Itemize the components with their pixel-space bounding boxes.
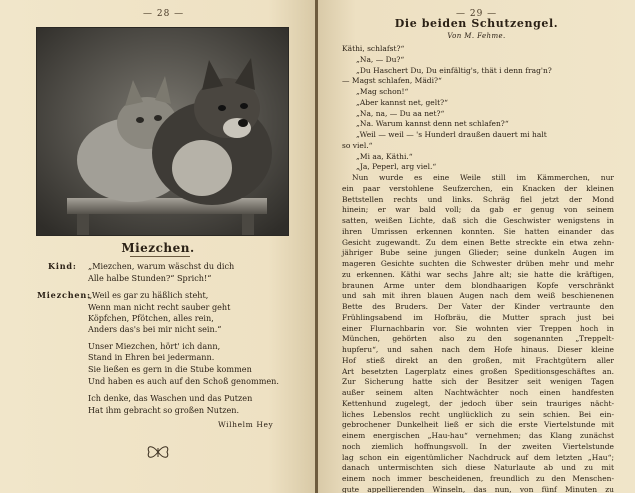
story-line: „Na, na, — Du aa net?“	[356, 108, 445, 118]
story-line: „Ja, Peperl, arg viel.“	[356, 162, 437, 172]
story-line: ein paar verstohlene Seufzerchen, ein Knacken der kleinen	[342, 183, 614, 193]
story-line: einem energischen „Hau-hau“ vernehmen; das Klang zunächst	[342, 431, 614, 440]
poem-line: Anders das's bei mir nicht sein.“	[88, 324, 222, 334]
story-line: außer seinem alten Nachtwächter noch einen handfesten	[342, 388, 614, 397]
story-line: „Weil — weil — 's Hunderl draußen dauert mi halt	[356, 130, 547, 139]
story-line: Art besetzten Lagerplatz eines großen Speditionsgeschäftes an.	[342, 366, 614, 376]
poem-line: Alle halbe Stunden?“ Sprich!“	[88, 273, 212, 283]
story-line: „Aber kannst net, gelt?“	[356, 97, 448, 107]
poem-line: „Miezchen, warum wäschst du dich	[88, 261, 235, 271]
story-line: „Mi aa, Käthi.“	[356, 151, 413, 161]
poem-author: Wilhelm Hey	[218, 420, 274, 429]
poem-line: Stand in Ehren bei jedermann.	[88, 352, 215, 362]
right-page	[318, 0, 635, 493]
story-line: lag schon ein eigentümlicher Nachdruck auf dem letzten „Hau“;	[342, 452, 614, 462]
poem-line: Hat ihm gebracht so großen Nutzen.	[88, 405, 240, 415]
story-line: einer Flurnachbarin vor. Sie wohnten vier Treppen hoch in	[342, 323, 614, 333]
poem-line: Und haben es auch auf den Schoß genommen.	[88, 376, 279, 386]
poem-line: Wenn man nicht recht sauber geht	[88, 302, 231, 312]
story-line: — Magst schlafen, Mädi?“	[342, 76, 442, 86]
story-line: Kettenhund zugelegt, der jedoch über sein trauriges nächt-	[342, 398, 614, 408]
story-line: Bettstellen rechts und links. Schräg fiel jetzt der Mond	[342, 194, 614, 204]
story-line: hupferu“, und sahen nach dem Hofe hinaus. Dieser kleine	[342, 345, 614, 354]
story-line: Gesicht zugewandt. Zu dem einen Bette streckte ein etwa zehn-	[342, 237, 614, 247]
story-line: „Na. Warum kannst denn net schlafen?“	[356, 119, 509, 129]
story-line: München, gehörten also zu den sogenannten „Treppelt-	[342, 334, 614, 344]
story-line: „Na, — Du?“	[356, 54, 405, 64]
story-line: Zur Sicherung hatte sich der Besitzer seit wenigen Tagen	[342, 377, 614, 387]
story-line: so viel.“	[342, 140, 373, 150]
story-line: und sah mit ihren blauen Augen nach dem weiß beschienenen	[342, 291, 614, 301]
story-line: jähriger Bube seine jungen Glieder; seine dunkeln Augen im	[342, 248, 614, 258]
story-line: Bette des Bruders. Der Vater der Kinder vertraunte den	[342, 302, 614, 311]
poem-line: Köpfchen, Pfötchen, alles rein,	[88, 313, 214, 323]
story-line: „Du Haschert Du, Du einfältig's, thät i denn frag'n?	[356, 65, 552, 75]
butterfly-ornament-icon	[146, 444, 170, 460]
story-line: gebrochener Dunkelheit ließ er sich die erste Viertelstunde mit	[342, 420, 614, 430]
story-line: ihren Umrissen erkennen konnten. Sie hatten einander das	[342, 226, 614, 236]
story-line: einem noch immer bescheidenen, freundlich zu den Menschen-	[342, 474, 614, 483]
story-line: gute appellierenden Winseln, das nun, von fünf Minuten zu	[342, 484, 614, 493]
speaker-label: Kind:	[48, 261, 77, 271]
story-line: Nun wurde es eine Weile still im Kämmerchen, nur	[352, 173, 614, 182]
left-page	[0, 0, 316, 493]
story-line: „Mag schon!“	[356, 87, 409, 96]
story-line: Käthi, schlafst?“	[342, 44, 405, 53]
story-title: Die beiden Schutzengel.	[394, 17, 559, 30]
poem-line: Unser Miezchen, hört' ich dann,	[88, 341, 221, 351]
story-line: braunen Arme unter dem blondhaarigen Kopfe verschränkt	[342, 280, 614, 290]
page-number-right: — 29 —	[456, 9, 498, 19]
poem-line: Ich denke, das Waschen und das Putzen	[88, 393, 253, 403]
story-line: liches Lebenslos recht unglücklich zu sein schien. Bei ein-	[342, 409, 614, 419]
story-line: Hof stieß direkt an den großen, mit Frachtgütern aller	[342, 355, 614, 365]
poem-line: Sie ließen es gern in die Stube kommen	[88, 364, 252, 374]
poem-title: Miezchen.	[121, 241, 195, 255]
story-line: danach untermischten sich diese Naturlaute ab und zu mit	[342, 463, 614, 473]
story-line: hinein; er war bald voll; da gab er genug von seinem	[342, 205, 614, 215]
cat-and-dog-photo	[36, 27, 289, 236]
story-line: noch ziemlich hoffnungsvoll. In der zweiten Viertelstunde	[342, 441, 614, 451]
story-line: mageren Gesichte suchten die Schwester drüben mehr und mehr	[342, 259, 614, 268]
story-line: Frühlingsabend im Hofbräu, die Mutter sprach just bei	[342, 312, 614, 322]
photo-illustration	[37, 28, 288, 235]
story-line: zu erkennen. Käthi war sechs Jahre alt; sie hatte die kräftigen,	[342, 269, 614, 279]
title-rule	[130, 256, 190, 257]
poem-line: „Weil es gar zu häßlich steht,	[88, 290, 209, 300]
story-line: satten, weißen Lichte, daß sich die Geschwister wenigstens in	[342, 216, 614, 225]
page-number-left: — 28 —	[143, 9, 185, 19]
speaker-label: Miezchen:	[37, 290, 91, 300]
story-author: Von M. Fehme.	[447, 32, 506, 40]
